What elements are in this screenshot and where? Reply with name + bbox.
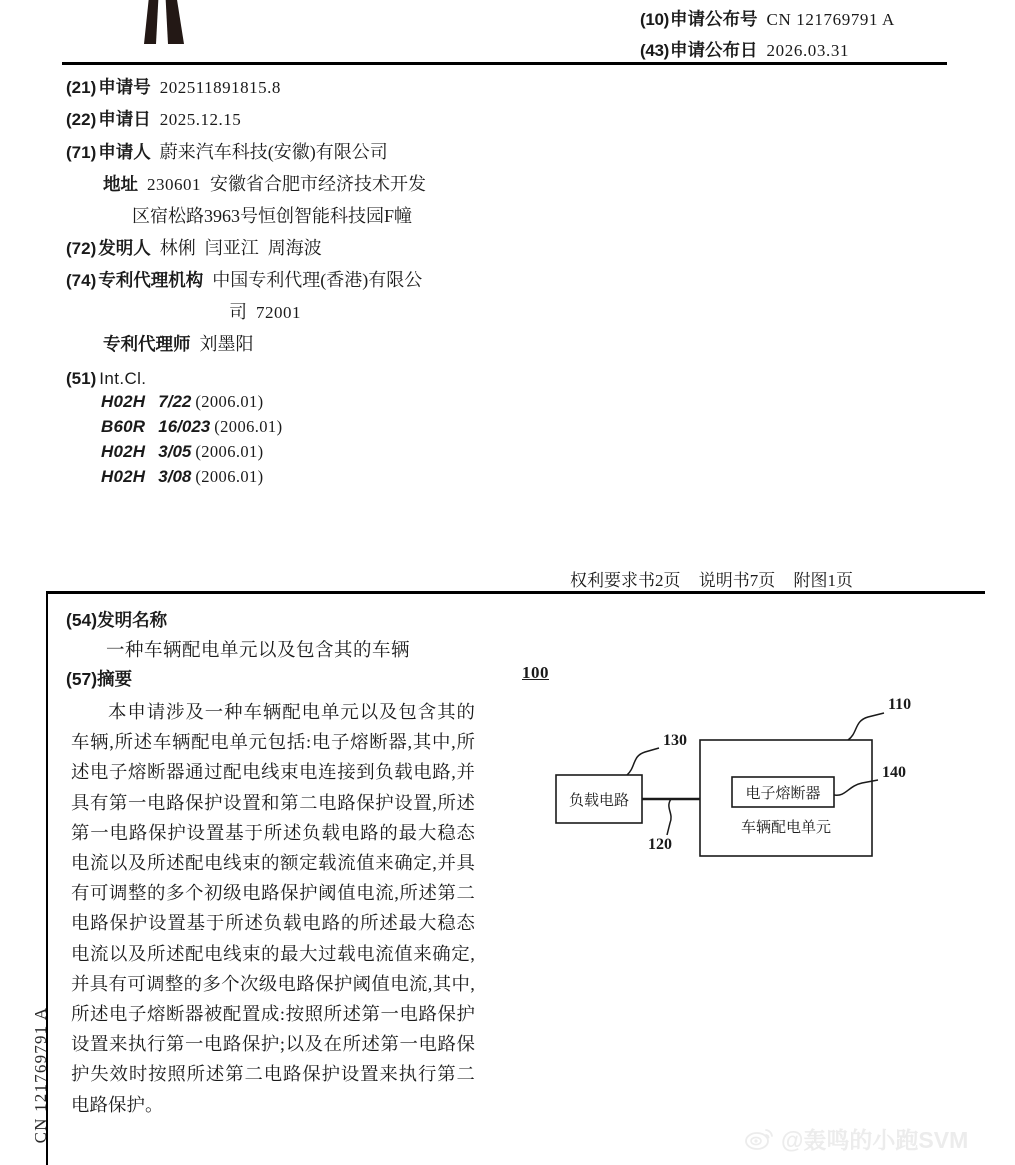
inventors-row <box>66 234 536 265</box>
publication-number-label: 申请公布号 <box>670 9 758 29</box>
ipc-group: 16/023 <box>158 417 211 436</box>
ipc-version: (2006.01) <box>195 467 264 486</box>
weibo-handle: @轰鸣的小跑SVM <box>781 1127 969 1153</box>
page-counts <box>570 566 867 591</box>
publication-date-label: 申请公布日 <box>670 40 758 60</box>
ipc-group: 3/08 <box>158 467 192 486</box>
figure-label-load-circuit: 负载电路 <box>568 793 630 809</box>
weibo-logo-icon <box>745 1127 775 1151</box>
application-date-row <box>66 106 536 137</box>
figure-ref-130: 130 <box>663 732 687 749</box>
abstract-section-divider <box>46 591 985 594</box>
inventors-label: 发明人 <box>98 238 151 258</box>
weibo-watermark <box>745 1122 968 1155</box>
address-postcode: 230601 <box>147 175 201 194</box>
bibliographic-data <box>66 74 536 492</box>
ipc-symbol: B60R <box>101 417 146 436</box>
agency-code: 72001 <box>256 303 301 322</box>
applicant-label: 申请人 <box>98 142 151 162</box>
ipc-version: (2006.01) <box>195 442 264 461</box>
application-number-tag: (21) <box>66 78 97 97</box>
application-date-tag: (22) <box>66 110 97 129</box>
figure-label-pdu: 车辆配电单元 <box>740 820 832 836</box>
figure-svg <box>512 655 962 915</box>
publication-date-value: 2026.03.31 <box>766 41 850 60</box>
abstract-figure <box>512 655 962 915</box>
publication-block <box>640 6 980 68</box>
ipc-version: (2006.01) <box>214 417 283 436</box>
abstract-text: 本申请涉及一种车辆配电单元以及包含其的车辆,所述车辆配电单元包括:电子熔断器,其中,所述电子熔断器通过配电线束电连接到负载电路,并具有第一电路保护设置和第二电路保护设置,所述第一电路保护设置基于所述负载电路的最大稳态电流以及所述配电线束的额定载流值来确定,并具有可调整的多个初级电路保护阈值电流,所述第二电路保护设置基于所述负载电路的所述最大稳态电流以及所述配电线束的最大过载电流值来确定,并具有可调整的多个次级电路保护阈值电流,其中,所述电子熔断器被配置成:按照所述第一电路保护设置来执行第一电路保护;以及在所述第一电路保护失效时按照所述第二电路保护设置来执行第二电路保护。 <box>71 702 475 1115</box>
figure-ref-120: 120 <box>648 836 672 853</box>
inventor-name-3: 周海波 <box>267 238 322 258</box>
agent-label: 专利代理师 <box>103 334 191 354</box>
publication-date-row <box>640 37 980 62</box>
agency-tag: (74) <box>66 271 97 290</box>
address-line-1: 安徽省合肥市经济技术开发 <box>210 174 426 194</box>
ipc-entry <box>66 392 536 412</box>
figure-ref-110: 110 <box>888 696 912 713</box>
ipc-entry <box>66 442 536 462</box>
publication-date-tag: (43) <box>640 41 670 60</box>
publication-number-tag: (10) <box>640 10 670 29</box>
agency-row-continued <box>66 298 536 329</box>
application-number-row <box>66 74 536 105</box>
inventors-tag: (72) <box>66 239 97 258</box>
ipc-symbol: H02H <box>101 467 146 486</box>
ipc-group: 7/22 <box>158 392 192 411</box>
drawings-page-count: 附图1页 <box>793 571 853 590</box>
application-number-label: 申请号 <box>98 77 151 97</box>
header-divider <box>62 62 947 65</box>
address-row-continued <box>66 202 536 233</box>
ipc-group: 3/05 <box>158 442 192 461</box>
agency-line-1: 中国专利代理(香港)有限公 <box>212 270 423 290</box>
inventor-name-2: 闫亚江 <box>204 238 259 258</box>
ipc-version: (2006.01) <box>195 392 264 411</box>
side-publication-code: CN 121769791 A <box>31 1006 50 1144</box>
cnipa-emblem-icon <box>96 0 216 44</box>
abstract-tag: (57) <box>66 669 98 689</box>
agent-row <box>66 330 536 361</box>
agency-line-2: 司 <box>229 302 247 322</box>
application-date-label: 申请日 <box>98 109 151 129</box>
claims-page-count: 权利要求书2页 <box>570 571 681 590</box>
invention-title-label: 发明名称 <box>97 610 168 630</box>
agent-value: 刘墨阳 <box>199 334 254 354</box>
address-line-2: 区宿松路3963号恒创智能科技园F幢 <box>132 206 413 226</box>
applicant-tag: (71) <box>66 143 97 162</box>
abstract-heading <box>66 666 132 691</box>
description-page-count: 说明书7页 <box>698 571 776 590</box>
address-label: 地址 <box>103 174 138 194</box>
ipc-label: Int.Cl. <box>99 369 147 388</box>
address-row <box>66 170 536 201</box>
figure-system-ref: 100 <box>522 663 549 682</box>
abstract-label: 摘要 <box>97 669 133 689</box>
agency-label: 专利代理机构 <box>98 270 204 290</box>
publication-number-value: CN 121769791 A <box>766 10 895 29</box>
applicant-row <box>66 138 536 169</box>
publication-number-row <box>640 6 980 31</box>
application-date-value: 2025.12.15 <box>159 110 242 129</box>
inventor-name-1: 林俐 <box>159 238 196 258</box>
invention-title-heading <box>66 607 167 632</box>
ipc-symbol: H02H <box>101 392 146 411</box>
figure-label-electronic-fuse: 电子熔断器 <box>745 786 821 802</box>
ipc-tag: (51) <box>66 369 97 388</box>
ipc-symbol: H02H <box>101 442 146 461</box>
invention-title-tag: (54) <box>66 610 98 630</box>
applicant-value: 蔚来汽车科技(安徽)有限公司 <box>159 142 388 162</box>
invention-title-text: 一种车辆配电单元以及包含其的车辆 <box>106 641 411 661</box>
ipc-entry <box>66 417 536 437</box>
figure-ref-140: 140 <box>882 764 906 781</box>
application-number-value: 202511891815.8 <box>159 78 281 97</box>
ipc-entry <box>66 467 536 487</box>
agency-row <box>66 266 536 297</box>
ipc-header-row <box>66 369 536 389</box>
